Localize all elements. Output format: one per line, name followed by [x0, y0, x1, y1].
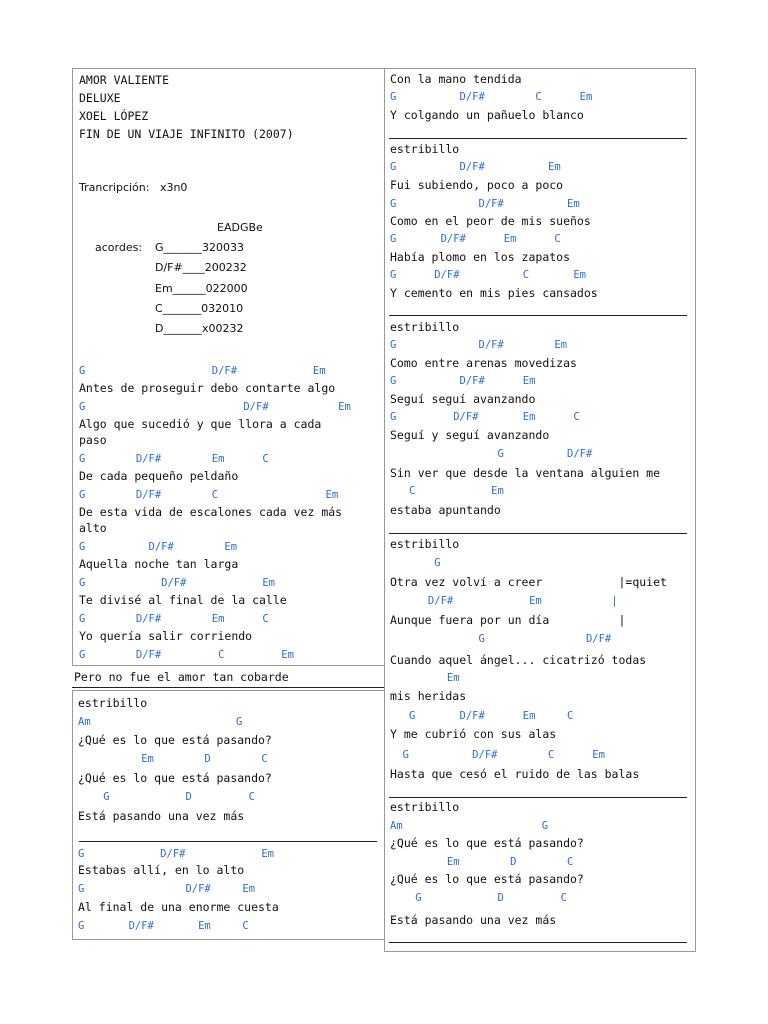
tuning-label: EADGBe [217, 221, 263, 234]
lyric-line: Como entre arenas movedizas [390, 356, 577, 370]
chord-line: G D/F# Em [78, 883, 256, 895]
chord-line: G D/F# C Em [390, 749, 605, 761]
lyric-line: Aunque fuera por un día | [390, 613, 626, 627]
chord-line: Am G [390, 820, 549, 832]
divider [79, 841, 377, 842]
lyric-line: Yo quería salir corriendo [79, 629, 253, 643]
chord-line: G D/F# [390, 633, 612, 645]
lyric-line: estribillo [78, 696, 148, 710]
lyric-line: ¿Qué es lo que está pasando? [78, 733, 272, 747]
chord-diagram: G_______320033 [155, 241, 245, 254]
chord-line: C Em [390, 485, 504, 497]
chord-line: D/F# Em | [390, 595, 618, 607]
left-bottom-panel [72, 690, 385, 940]
chord-line: G D/F# Em C [79, 453, 269, 465]
chord-diagram: D_______x00232 [155, 322, 244, 335]
lyric-line: Cuando aquel ángel... cicatrizó todas [390, 653, 647, 667]
artist-name: XOEL LÓPEZ [79, 109, 149, 123]
chord-line: G D/F# C Em [79, 649, 294, 661]
lyric-line: Aquella noche tan larga [79, 557, 239, 571]
lyric-line-outside: Pero no fue el amor tan cobarde [74, 670, 289, 684]
lyric-line: De esta vida de escalones cada vez más [79, 505, 343, 519]
divider [389, 533, 687, 534]
chord-diagram: Em______022000 [155, 282, 248, 295]
lyric-line: ¿Qué es lo que está pasando? [78, 771, 272, 785]
lyric-line: Te divisé al final de la calle [79, 593, 287, 607]
divider [389, 315, 687, 316]
lyric-line: Al final de una enorme cuesta [78, 900, 279, 914]
chord-line: Em [390, 672, 460, 684]
album-subtitle: FIN DE UN VIAJE INFINITO (2007) [79, 127, 294, 141]
lyric-line: ¿Qué es lo que está pasando? [390, 872, 584, 886]
chord-line: Em D C [78, 753, 268, 765]
lyric-line: paso [79, 433, 107, 447]
chord-line: G D/F# Em [79, 541, 238, 553]
song-title: AMOR VALIENTE [79, 73, 170, 87]
chord-line: Em D C [390, 856, 574, 868]
chord-line: G D/F# Em [390, 161, 561, 173]
chord-line: G D C [390, 892, 568, 904]
chords-label: acordes: [95, 241, 143, 254]
right-panel [384, 68, 696, 952]
chord-line: G D/F# Em [79, 577, 275, 589]
lyric-line: estribillo [390, 800, 460, 814]
lyric-line: Seguí y seguí avanzando [390, 428, 550, 442]
lyric-line: alto [79, 521, 107, 535]
lyric-line: Algo que sucedió y que llora a cada [79, 417, 322, 431]
lyric-line: Con la mano tendida [390, 72, 522, 86]
chord-line: G D/F# Em C [390, 710, 574, 722]
divider [389, 138, 687, 139]
lyric-line: ¿Qué es lo que está pasando? [390, 836, 584, 850]
lyric-line: Sin ver que desde la ventana alguien me [390, 466, 661, 480]
lyric-line: estribillo [390, 320, 460, 334]
lyric-line: Había plomo en los zapatos [390, 250, 571, 264]
chord-line: G D/F# Em C [390, 411, 580, 423]
chord-line: G D/F# Em [78, 848, 274, 860]
chord-line: G D/F# C Em [390, 91, 593, 103]
divider [72, 687, 385, 688]
lyric-line: De cada pequeño peldaño [79, 469, 239, 483]
divider [389, 942, 687, 943]
chord-line: Am G [78, 716, 243, 728]
divider [389, 797, 687, 798]
chord-line: G D/F# [390, 448, 593, 460]
album-name: DELUXE [79, 91, 121, 105]
chord-line: G [390, 557, 441, 569]
lyric-line: estribillo [390, 142, 460, 156]
lyric-line: Fui subiendo, poco a poco [390, 178, 564, 192]
chord-line: G D/F# Em [390, 198, 580, 210]
lyric-line: Otra vez volví a creer |=quiet [390, 575, 667, 589]
lyric-line: Y cemento en mis pies cansados [390, 286, 598, 300]
chord-line: G D/F# C Em [79, 489, 339, 501]
chord-line: G D/F# Em [79, 365, 326, 377]
lyric-line: mis heridas [390, 689, 467, 703]
lyric-line: Estabas allí, en lo alto [78, 863, 245, 877]
lyric-line: Hasta que cesó el ruido de las balas [390, 767, 640, 781]
lyric-line: Antes de proseguir debo contarte algo [79, 381, 336, 395]
lyric-line: Seguí seguí avanzando [390, 392, 536, 406]
chord-diagram: D/F#____200232 [155, 261, 247, 274]
chord-line: G D/F# Em C [78, 920, 249, 932]
chord-line: G D/F# Em C [79, 613, 269, 625]
chord-line: G D/F# C Em [390, 269, 586, 281]
chord-line: G D/F# Em C [390, 233, 561, 245]
lyric-line: Como en el peor de mis sueños [390, 214, 591, 228]
lyric-line: estaba apuntando [390, 503, 501, 517]
chord-line: G D/F# Em [390, 375, 536, 387]
lyric-line: Y me cubrió con sus alas [390, 727, 557, 741]
lyric-line: estribillo [390, 537, 460, 551]
lyric-line: Está pasando una vez más [78, 809, 245, 823]
lyric-line: Y colgando un pañuelo blanco [390, 108, 584, 122]
chord-line: G D C [78, 791, 256, 803]
transcription-credit: Trancripción: x3n0 [79, 181, 188, 194]
lyric-line: Está pasando una vez más [390, 913, 557, 927]
chord-diagram: C_______032010 [155, 302, 244, 315]
left-top-panel [72, 68, 385, 666]
chord-line: G D/F# Em [390, 339, 568, 351]
chord-line: G D/F# Em [79, 401, 351, 413]
